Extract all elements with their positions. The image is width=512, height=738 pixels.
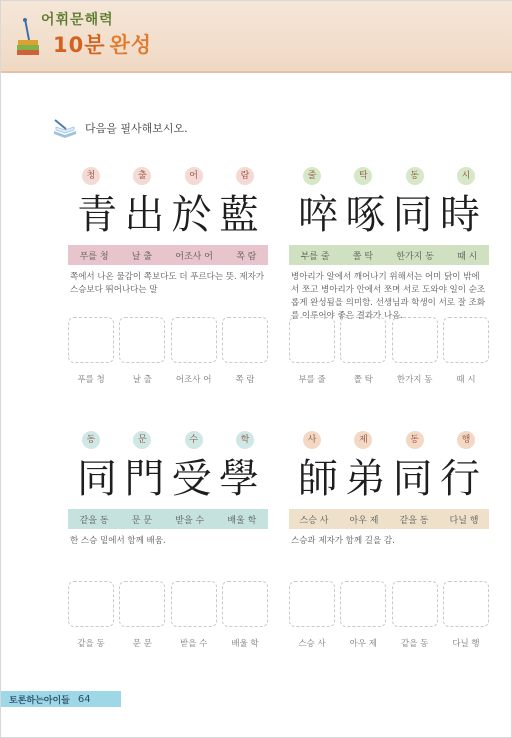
box-labels <box>68 373 268 385</box>
writing-box[interactable] <box>443 317 489 363</box>
hanja-character: 同 <box>392 456 433 502</box>
hanja-character: 出 <box>124 192 165 238</box>
books-icon <box>15 15 41 59</box>
hanja-row <box>289 455 489 503</box>
box-label: 아우 제 <box>349 639 377 649</box>
box-label: 때 시 <box>456 375 476 385</box>
meaning-text: 같을 동 <box>79 515 109 526</box>
reading-syllable: 제 <box>354 431 372 449</box>
box-label: 다닐 행 <box>452 639 480 649</box>
box-label: 날 출 <box>132 375 152 385</box>
writing-box[interactable] <box>222 581 268 627</box>
writing-box[interactable] <box>443 581 489 627</box>
writing-box[interactable] <box>289 581 335 627</box>
reading-row <box>68 167 268 187</box>
box-labels <box>68 637 268 649</box>
meaning-bar <box>68 509 268 529</box>
instruction-text: 다음을 필사해보시오. <box>85 122 188 135</box>
writing-box[interactable] <box>392 581 438 627</box>
meaning-text: 쪽 람 <box>236 251 257 262</box>
box-labels <box>289 637 489 649</box>
meaning-text: 아우 제 <box>349 515 379 526</box>
writing-box[interactable] <box>171 317 217 363</box>
reading-syllable: 행 <box>457 431 475 449</box>
idiom-description: 병아리가 알에서 깨어나기 위해서는 어미 닭이 밖에서 쪼고 병아리가 안에서 쪼며 서로 도와야 일이 순조롭게 완성됨을 의미함. 선생님과 학생이 서로 잘 조화를 이루어야 좋은 결과가 나옴. <box>291 272 486 321</box>
page-number: 64 <box>77 693 91 705</box>
writing-box[interactable] <box>171 581 217 627</box>
box-label: 같을 동 <box>400 639 429 649</box>
hanja-character: 行 <box>439 456 480 502</box>
meaning-text: 어조사 어 <box>175 251 213 262</box>
meaning-text: 문 문 <box>131 515 153 526</box>
idiom-block-dongmunsuhak <box>68 431 268 649</box>
box-label: 문 문 <box>132 639 152 649</box>
reading-syllable: 학 <box>236 431 254 449</box>
header-subtitle: 어휘문해력 <box>41 12 114 28</box>
idiom-block-sajedonghaeng <box>289 431 489 649</box>
meaning-text: 다닐 행 <box>449 515 479 526</box>
hanja-character: 受 <box>171 456 212 502</box>
reading-syllable: 문 <box>133 431 151 449</box>
hanja-character: 同 <box>392 192 433 238</box>
meaning-text: 스승 사 <box>299 515 329 526</box>
meaning-text: 한가지 동 <box>396 251 434 262</box>
hanja-character: 同 <box>77 456 117 502</box>
hanja-row <box>289 191 489 239</box>
writing-box[interactable] <box>68 581 114 627</box>
meaning-text: 같을 동 <box>399 515 429 526</box>
meaning-text: 쫄 탁 <box>352 251 374 262</box>
hanja-character: 青 <box>77 192 117 238</box>
hanja-character: 啄 <box>345 192 386 238</box>
reading-syllable: 청 <box>82 167 100 185</box>
hanja-character: 門 <box>124 456 165 502</box>
writing-box[interactable] <box>340 581 386 627</box>
meaning-text: 배울 학 <box>227 515 257 526</box>
reading-syllable: 출 <box>133 167 151 185</box>
header-title-number: 10분 <box>53 33 106 57</box>
meaning-text: 부를 줄 <box>300 251 330 262</box>
box-label: 부를 줄 <box>298 375 326 385</box>
reading-syllable: 탁 <box>354 167 372 185</box>
reading-syllable: 사 <box>303 431 321 449</box>
footer-title: 토론하는아이들 <box>9 695 70 706</box>
meaning-text: 받을 수 <box>175 515 205 526</box>
hanja-character: 藍 <box>218 192 259 238</box>
meaning-text: 푸를 청 <box>79 251 109 262</box>
writing-boxes <box>68 317 268 363</box>
writing-box[interactable] <box>222 317 268 363</box>
writing-box[interactable] <box>340 317 386 363</box>
idiom-description: 한 스승 밑에서 함께 배움. <box>70 536 166 546</box>
hanja-character: 啐 <box>298 192 338 238</box>
reading-row <box>289 431 489 451</box>
reading-syllable: 줄 <box>303 167 321 185</box>
header-title-word: 완성 <box>109 33 153 57</box>
writing-boxes <box>289 317 489 363</box>
page-header <box>1 1 512 73</box>
hanja-character: 時 <box>439 192 480 238</box>
hanja-row <box>68 191 268 239</box>
box-label: 한가지 동 <box>396 375 433 385</box>
reading-syllable: 동 <box>406 431 424 449</box>
box-label: 같을 동 <box>77 639 105 649</box>
box-label: 스승 사 <box>298 639 326 649</box>
reading-row <box>289 167 489 187</box>
box-label: 푸를 청 <box>77 375 105 385</box>
writing-box[interactable] <box>119 317 165 363</box>
hanja-character: 師 <box>298 456 338 502</box>
reading-syllable: 수 <box>185 431 203 449</box>
box-label: 쪽 람 <box>235 375 255 385</box>
box-labels <box>289 373 489 385</box>
box-label: 받을 수 <box>179 639 208 649</box>
idiom-description: 쪽에서 나온 물감이 쪽보다도 더 푸르다는 뜻. 제자가 스승보다 뛰어나다는 말 <box>70 272 265 295</box>
meaning-text: 때 시 <box>457 251 478 262</box>
hanja-character: 學 <box>218 456 259 502</box>
reading-syllable: 시 <box>457 167 475 185</box>
hanja-row <box>68 455 268 503</box>
reading-syllable: 람 <box>236 167 254 185</box>
meaning-bar <box>289 245 489 265</box>
writing-boxes <box>289 581 489 627</box>
header-title <box>53 29 152 59</box>
meaning-text: 날 출 <box>131 251 153 262</box>
writing-box[interactable] <box>119 581 165 627</box>
writing-boxes <box>68 581 268 627</box>
box-label: 쫄 탁 <box>353 375 373 385</box>
reading-syllable: 동 <box>406 167 424 185</box>
writing-box[interactable] <box>289 317 335 363</box>
hanja-character: 弟 <box>345 456 386 502</box>
instruction-row <box>51 116 188 140</box>
idiom-description: 스승과 제자가 함께 길을 감. <box>291 536 395 546</box>
box-label: 배울 학 <box>231 639 259 649</box>
meaning-bar <box>289 509 489 529</box>
writing-box[interactable] <box>68 317 114 363</box>
page-footer <box>1 691 121 707</box>
idiom-block-jultakdongsi <box>289 167 489 385</box>
idiom-block-cheongchuleoram <box>68 167 268 385</box>
reading-syllable: 어 <box>185 167 203 185</box>
writing-box[interactable] <box>392 317 438 363</box>
meaning-bar <box>68 245 268 265</box>
box-label: 어조사 어 <box>175 375 212 385</box>
hanja-character: 於 <box>171 192 212 238</box>
reading-syllable: 동 <box>82 431 100 449</box>
pen-and-book-icon <box>51 117 79 139</box>
reading-row <box>68 431 268 451</box>
